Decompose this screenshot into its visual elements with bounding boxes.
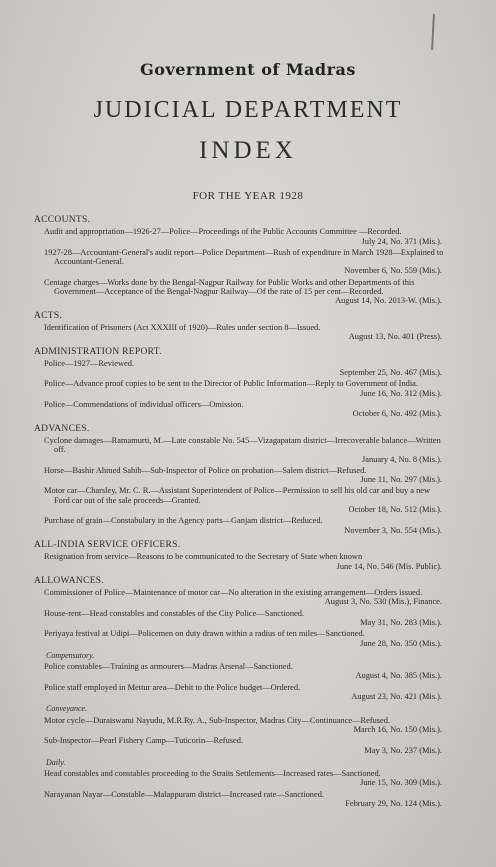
section-subheading: Compensatory. xyxy=(46,650,95,660)
entry-reference: October 6, No. 492 (Mis.). xyxy=(352,409,442,419)
entry-reference: June 16, No. 312 (Mis.). xyxy=(360,388,442,398)
index-entry xyxy=(44,588,444,607)
section-heading: ALL-INDIA SERVICE OFFICERS. xyxy=(34,539,181,550)
index-entry xyxy=(44,552,444,571)
entry-reference: May 31, No. 283 (Mis.). xyxy=(360,617,442,627)
entry-reference: October 18, No. 512 (Mis.). xyxy=(348,505,442,515)
section-subheading: Conveyance. xyxy=(46,704,88,714)
index-entry xyxy=(44,716,444,735)
entry-text: Head constables and constables proceeding to the Straits Settlements—Increased rates—Sanctioned. xyxy=(44,769,381,779)
entry-text: House-rent—Head constables and constables of the City Police—Sanctioned. xyxy=(44,608,305,618)
entry-reference: July 24, No. 371 (Mis.). xyxy=(361,236,442,246)
entry-text: Commissioner of Police—Maintenance of motor car—No alteration in the existing arrangement—Orders issued. xyxy=(44,588,423,598)
index-entry xyxy=(44,736,444,755)
entry-reference: February 29, No. 124 (Mis.). xyxy=(345,799,442,809)
index-entry xyxy=(44,609,444,628)
entry-reference: August 3, No. 530 (Mis.), Finance. xyxy=(324,597,442,607)
index-entry xyxy=(44,436,444,464)
entry-reference: June 28, No. 350 (Mis.). xyxy=(360,638,442,648)
index-entry xyxy=(44,227,444,246)
index-entry xyxy=(44,516,444,535)
index-entry xyxy=(44,790,444,809)
index-entry xyxy=(44,379,444,398)
entry-reference: November 3, No. 554 (Mis.). xyxy=(344,525,442,535)
entry-reference: January 4, No. 8 (Mis.). xyxy=(361,454,442,464)
entry-text: Sub-Inspector—Pearl Fishery Camp—Tuticorin—Refused. xyxy=(44,736,244,746)
entry-text: Police staff employed in Mettur area—Debit to the Police budget—Ordered. xyxy=(44,682,301,692)
pencil-mark xyxy=(431,14,435,50)
section-heading: ALLOWANCES. xyxy=(34,575,105,586)
entry-reference: August 23, No. 421 (Mis.). xyxy=(351,692,442,702)
index-entry xyxy=(44,486,444,514)
entry-text: Cyclone damages—Ramamurti, M.—Late constable No. 545—Vizagapatam district—Irrecoverable balance—Written off. xyxy=(44,435,441,455)
section-heading: ADVANCES. xyxy=(34,423,90,434)
entry-text: Police—Commendations of individual officers—Omission. xyxy=(44,400,244,410)
section-heading: ADMINISTRATION REPORT. xyxy=(34,346,162,357)
index-entry xyxy=(44,323,444,342)
entry-reference: May 3, No. 237 (Mis.). xyxy=(364,745,442,755)
entry-text: Audit and appropriation—1926-27—Police—Proceedings of the Public Accounts Committee —Recorded. xyxy=(44,227,402,237)
entry-text: 1927-28—Accountant-General's audit report—Police Department—Rush of expenditure in March 1928—Explained to Accountant-General. xyxy=(44,247,444,267)
index-entry xyxy=(44,466,444,485)
entry-reference: August 4, No. 385 (Mis.). xyxy=(355,671,442,681)
year-label: FOR THE YEAR 1928 xyxy=(192,190,304,202)
entry-reference: June 15, No. 309 (Mis.). xyxy=(360,778,442,788)
entry-text: Resignation from service—Reasons to be communicated to the Secretary of State when known xyxy=(44,552,363,562)
entry-text: Police constables—Training as armourers—Madras Arsenal—Sanctioned. xyxy=(44,662,293,672)
section-heading: ACTS. xyxy=(34,310,63,321)
index-title: INDEX xyxy=(199,137,297,164)
entry-reference: March 16, No. 150 (Mis.). xyxy=(353,724,442,734)
index-entry xyxy=(44,248,444,276)
index-content xyxy=(34,210,444,808)
entry-text: Police—Advance proof copies to be sent to the Director of Public Information—Reply to Government of India. xyxy=(44,379,418,389)
section-subheading: Daily. xyxy=(46,757,66,767)
entry-text: Police—1927—Reviewed. xyxy=(44,358,135,368)
index-entry xyxy=(44,278,444,306)
entry-text: Narayanan Nayar—Constable—Malappuram district—Increased rate—Sanctioned. xyxy=(44,789,324,799)
government-title: Government of Madras xyxy=(140,60,356,79)
entry-reference: November 6, No. 559 (Mis.). xyxy=(344,266,442,276)
entry-reference: September 25, No. 467 (Mis.). xyxy=(339,368,442,378)
section-heading: ACCOUNTS. xyxy=(34,215,91,225)
entry-text: Motor car—Charsley, Mr. C. R.—Assistant Superintendent of Police—Permission to sell his old car and buy a new Ford car out of the sale proceeds—Granted. xyxy=(44,486,431,505)
entry-reference: June 14, No. 546 (Mis. Public). xyxy=(336,561,442,571)
index-entry xyxy=(44,400,444,419)
entry-text: Centage charges—Works done by the Bengal-Nagpur Railway for Public Works and other Departments of this Government—Acceptance of the Bengal-Nagpur Railway—Of the rate of 15 per cent—Recorded. xyxy=(44,277,415,297)
entry-text: Motor cycle—Duraiswami Nayudu, M.R.Ry. A., Sub-Inspector, Madras City—Continuance—Refused. xyxy=(44,715,391,725)
entry-text: Horse—Bashir Ahmed Sahib—Sub-Inspector of Police on probation—Salem district—Refused. xyxy=(44,465,367,475)
department-title: JUDICIAL DEPARTMENT xyxy=(93,97,403,123)
index-entry xyxy=(44,359,444,378)
entry-text: Periyaya festival at Udipi—Policemen on duty drawn within a radius of ten miles—Sanctioned. xyxy=(44,629,365,639)
index-entry xyxy=(44,629,444,648)
entry-reference: August 13, No. 401 (Press). xyxy=(348,332,442,342)
index-entry xyxy=(44,662,444,681)
index-entry xyxy=(44,683,444,702)
entry-reference: August 14, No. 2013-W. (Mis.). xyxy=(335,296,442,306)
index-entry xyxy=(44,769,444,788)
entry-reference: June 11, No. 297 (Mis.). xyxy=(360,475,442,485)
entry-text: Identification of Prisoners (Act XXXIII of 1920)—Rules under section 8—Issued. xyxy=(44,322,321,332)
entry-text: Purchase of grain—Constabulary in the Agency parts—Ganjam district—Reduced. xyxy=(44,516,323,526)
